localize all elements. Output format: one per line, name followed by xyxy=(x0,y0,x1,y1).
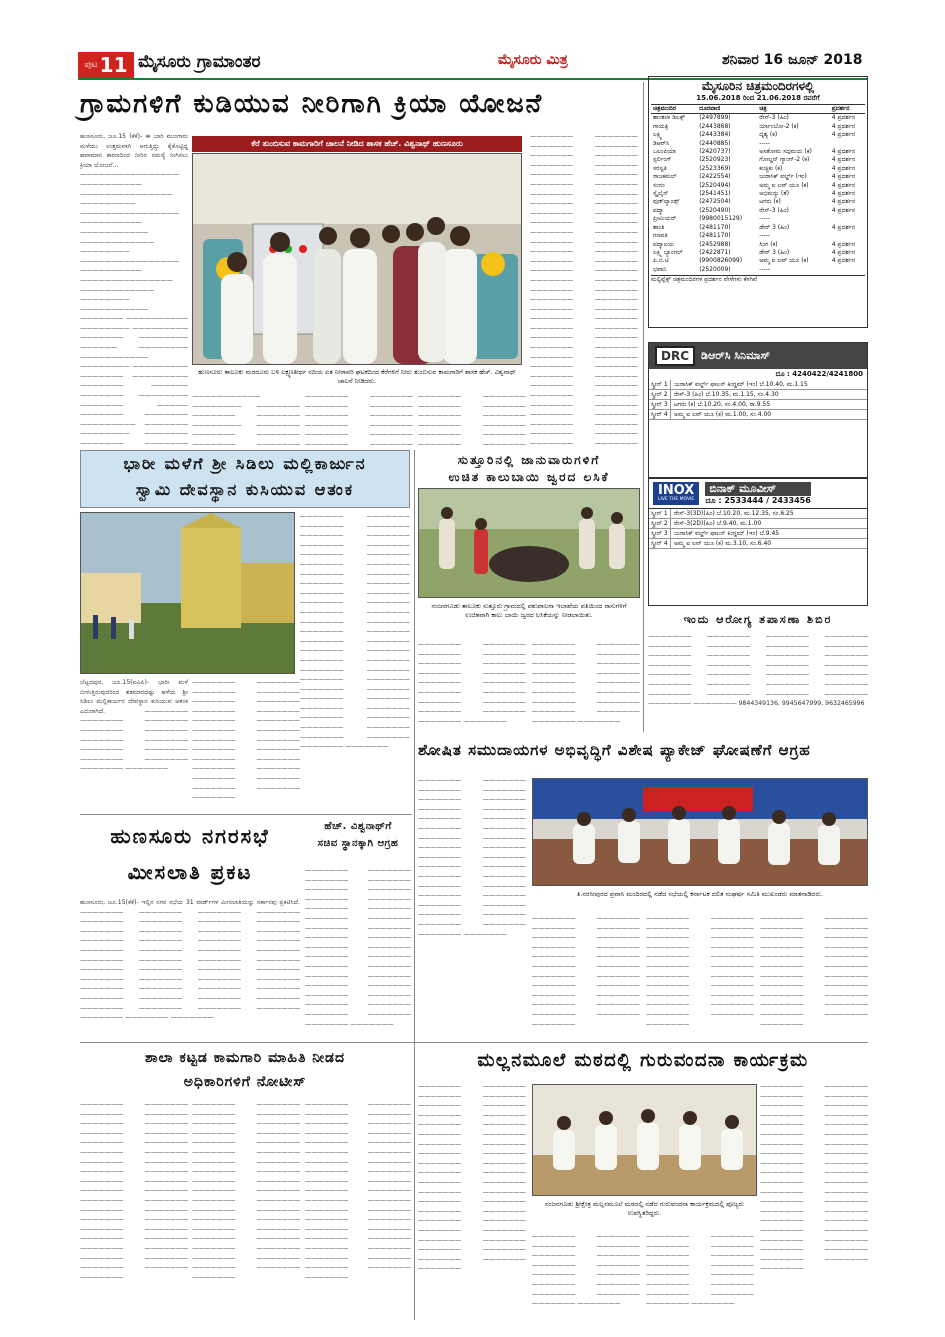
cinema-phone: (2497899) xyxy=(699,114,731,122)
school-headline-line2: ಅಧಿಕಾರಿಗಳಿಗೆ ನೋಟೀಸ್ xyxy=(183,1074,307,1090)
vaccine-headline-line1: ಸುತ್ತೂರಿನಲ್ಲಿ ಜಾನುವಾರುಗಳಿಗೆ xyxy=(457,453,601,467)
inox-box xyxy=(648,478,868,606)
cinema-phone: (2472504) xyxy=(699,198,731,206)
cinema-theatre: ರಾಜಕಮಲ್ xyxy=(653,173,677,181)
cinema-row xyxy=(651,131,865,139)
school-headline-line1: ಶಾಲಾ ಕಟ್ಟಡ ಕಾಮಗಾರಿ ಮಾಹಿತಿ ನೀಡದ xyxy=(144,1050,346,1066)
column-separator xyxy=(643,82,644,732)
cinema-film: ದೃಶ್ಯ (ಕ) xyxy=(759,131,778,139)
cinema-shows: 4 ಪ್ರದರ್ಶನ xyxy=(831,198,856,206)
cinema-row xyxy=(651,173,865,181)
cinema-row xyxy=(651,215,865,223)
drc-shows xyxy=(649,380,867,420)
cinema-row xyxy=(651,224,865,232)
lead-body-col2: ——————————— ———————— ——————— ——————— ——————— ———————— ——————— ——————— ——————— ——————— ——————— xyxy=(192,393,300,448)
inox-show-row xyxy=(649,519,867,529)
cinema-phone: (2422871) xyxy=(699,248,731,256)
vaccine-caption: ನಂಜನಗೂಡು ತಾಲೂಕು ಸುತ್ತೂರು ಗ್ರಾಮದಲ್ಲಿ ಪಶುಪಾಲನಾ ಇಲಾಖೆಯ ವತಿಯಿಂದ ರಾಸುಗಳಿಗೆ ಉಚಿತವಾಗಿ ಕಾಲು ಬಾಯಿ ಜ್ವರದ ಲಸಿಕೆಯನ್ನು ನೀಡಲಾಯಿತು. xyxy=(418,600,640,636)
cinema-title: ಮೈಸೂರಿನ ಚಿತ್ರಮಂದಿರಗಳಲ್ಲಿ xyxy=(701,79,815,93)
cinema-film: ಸಿಂಗ (ಕ) xyxy=(759,240,778,248)
lead-photo-caption: ಹುಣಸೂರು ತಾಲೂಕು ಮರದೂರು ಬಳಿ ಲಕ್ಷ್ಮಣತೀರ್ಥ ನದಿಯ ಏತ ನೀರಾವರಿ ಘಟಕದಿಂದ ಕೆರೆಗಳಿಗೆ ನೀರು ತುಂಬಿಸುವ ಕಾಮಗಾರಿಗೆ ಶಾಸಕ ಹೆಚ್. ವಿಶ್ವನಾಥ್ ಚಾಲನೆ ನೀಡಿದರು. xyxy=(192,366,522,388)
cinema-shows: 4 ಪ್ರದರ್ಶನ xyxy=(831,114,856,122)
cinema-theatre: ಪದ್ಮಾಲಯ xyxy=(653,240,674,248)
cinema-row xyxy=(651,190,865,198)
hunsur-dateline: ಹುಣಸೂರು, ಜೂ.15(ಕೆಕೆ)- ಇಲ್ಲಿನ ನಗರ ಸಭೆಯ 31 ವಾರ್ಡ್‌ಗಳ ಮೀಸಲಾತಿಯನ್ನು ಸರ್ಕಾರವು ಪ್ರಕಟಿಸಿದೆ. xyxy=(80,899,300,906)
lead-body-col3: ——————— ——————— ——————— ——————— ——————— ——————— ——————— ——————— ——————— ——————— ——————— ——————— xyxy=(305,393,413,448)
mallanamoole-body-col4: ——————— ——————— ——————— ——————— ——————— ——————— ——————— ——————— ——————— ——————— ——————— ——————— ——————— ——————— ——————— ——————— ——————— ——————— ——————— ——————— ——————— ——————— ——————— ——————— ——————— ——————— ——————— ——————— ——————— ——————— ——————— ——————— ——————— ——————— ——————— ——————— ——————— ——————— ——————— xyxy=(760,1083,868,1273)
drc-show-times: ಅಮ್ಮ ಐ ಲವ್ ಯೂ (ಕ) ಮ.1.00, ಸಂ.4.00 xyxy=(674,411,772,418)
cinema-theatre: ಸ್ಕೈಲೈನ್ xyxy=(653,190,669,198)
cinema-theatre: ಲಕ್ಷ್ಮಿ ಬ್ಯಾಂಗಲ್ xyxy=(653,248,683,256)
section-separator xyxy=(80,814,412,815)
cinema-row xyxy=(651,114,865,123)
cinema-phone: (2481170) xyxy=(699,223,731,231)
cinema-phone: (2443868) xyxy=(699,122,731,130)
cinema-film: ಜುರಾಸಿಕ್ ವರ್ಲ್ಡ್ (ಇಂ) xyxy=(759,173,807,181)
cinema-theatre: ಶಾಂತಿ xyxy=(653,223,665,231)
cinema-phone: (2422554) xyxy=(699,173,731,181)
cinema-row xyxy=(651,249,865,257)
cinema-film: ಟಗರು (ಕ) xyxy=(759,198,781,206)
package-body-col2: ——————— ——————— ——————— ——————— ——————— ——————— ——————— ——————— ——————— ——————— ——————— ——————— ——————— ——————— ——————— ——————— ——————— ——————— ——————— ——————— ——————— ——————— ——————— xyxy=(532,915,640,1028)
inox-screen: ಸ್ಕ್ರೀನ್ 1 xyxy=(649,509,671,518)
temple-headline-line1: ಭಾರೀ ಮಳೆಗೆ ಶ್ರೀ ಸಿಡಿಲು ಮಲ್ಲಿಕಾರ್ಜುನ xyxy=(123,454,367,473)
inox-show-times: ಅಮ್ಮ ಐ ಲವ್ ಯೂ (ಕ) ಮ.3.10, ಸಂ.6.40 xyxy=(674,540,772,547)
temple-body-col1: ಬೆಟ್ಟದಪುರ, ಜೂ.15(ಐವಿಪಿ)- ಭಾರೀ ಮಳೆ ಬೀಳುತ್ತಿರುವುದರಿಂದ ಶತಮಾನದಷ್ಟು ಹಳೆಯ ಶ್ರೀ ಸಿಡಿಲು ಮಲ್ಲಿಕಾರ್ಜುನ ದೇವಸ್ಥಾನ ಕುಸಿಯುವ ಆತಂಕ ಎದುರಾಗಿದೆ. ——————— ——————— ——————— ——————— ——————— ——————— ——————— ——————— ——————— ——————— ——————— ——————— ——————— xyxy=(80,679,188,773)
inox-shows xyxy=(649,509,867,549)
cinema-film: ಅಮ್ಮ ಐ ಲವ್ ಯೂ (ಕ) xyxy=(759,257,809,265)
cinema-film: ಗೋಲ್ಡನ್ ಗ್ಯಾಂಗ್-2 (ಕ) xyxy=(759,156,810,164)
drc-show-times: ಟಗರು (ಕ) ಬೆ.10.20, ಸಂ.4.00, ರಾ.9.55 xyxy=(674,401,771,408)
cinema-phone: (2481170) xyxy=(699,232,731,240)
cinema-shows xyxy=(830,215,865,223)
inox-header xyxy=(649,479,867,509)
cinema-subtitle: 15.06.2018 ರಿಂದ 21.06.2018 ರವರೆಗೆ xyxy=(651,94,865,105)
package-headline: ಶೋಷಿತ ಸಮುದಾಯಗಳ ಅಭಿವೃದ್ಧಿಗೆ ವಿಶೇಷ ಪ್ಯಾಕೇಜ್ ಘೋಷಣೆಗೆ ಆಗ್ರಹ xyxy=(418,741,811,759)
inox-title-block xyxy=(705,482,810,506)
cinema-row xyxy=(651,198,865,206)
mallanamoole-photo xyxy=(532,1084,757,1196)
vishwanath-headline-line2: ಸಚಿವ ಸ್ಥಾನಕ್ಕಾಗಿ ಆಗ್ರಹ xyxy=(317,838,399,849)
inox-screen: ಸ್ಕ್ರೀನ್ 2 xyxy=(649,519,671,528)
cinema-theatre: ಪಿ.ಬಿ.ಟಿ xyxy=(653,257,669,265)
package-body-col4: ——————— ——————— ——————— ——————— ——————— ——————— ——————— ——————— ——————— ——————— ——————— ——————— ——————— ——————— ——————— ——————— ——————— ——————— ——————— ——————— ——————— ——————— ——————— xyxy=(760,915,868,1028)
lead-dateline: ಹುಣಸೂರು, ಜೂ.15 (ಕೆಕೆ)- ಈ ಬಾರಿ ಮುಂಗಾರು ಮಳೆಯು ಉತ್ತಮವಾಗಿ ಆಗುತ್ತಿದ್ದು ಕೈಕೊಟ್ಟಿದ್ದ ಹವಾಮಾನ ಕಾರಣದಿಂದ ನೀರಿನ ಸಮಸ್ಯೆ ನೀಗಿಸಲು ಕ್ರಿಯಾ ಯೋಜನೆ... xyxy=(80,133,188,169)
cinema-col-theatre: ಚಿತ್ರಮಂದಿರ xyxy=(653,105,676,112)
cinema-table xyxy=(651,105,865,274)
package-body-col3: ——————— ——————— ——————— ——————— ——————— ——————— ——————— ——————— ——————— ——————— ——————— ——————— ——————— ——————— ——————— ——————— ——————— ——————— ——————— ——————— ——————— ——————— ——————— xyxy=(646,915,754,1028)
cinema-shows xyxy=(830,266,865,274)
cinema-shows: 4 ಪ್ರದರ್ಶನ xyxy=(831,122,856,130)
cinema-film: ----- xyxy=(759,139,771,147)
cinema-theatre: ಸರಸ್ವತಿ xyxy=(653,164,667,172)
inox-show-row xyxy=(649,539,867,549)
section-separator xyxy=(80,1042,868,1043)
temple-headline-line2: ಸ್ವಾಮಿ ದೇವಸ್ಥಾನ ಕುಸಿಯುವ ಆತಂಕ xyxy=(135,480,355,499)
cinema-phone: (9980015129) xyxy=(699,215,743,223)
cinema-phone: (2440885) xyxy=(699,139,731,147)
cinema-film: ----- xyxy=(759,265,771,273)
lead-photo xyxy=(192,153,522,365)
inox-show-times: ಜುರಾಸಿಕ್ ವರ್ಲ್ಡ್ ಫಾಲನ್ ಕಿಂಗ್ಡಮ್ (ಇಂ) ಬೆ.9.45 xyxy=(674,530,780,537)
cinema-row xyxy=(651,241,865,249)
vishwanath-headline-line1: ಹೆಚ್. ವಿಶ್ವನಾಥ್‌ಗೆ xyxy=(324,821,392,832)
cinema-shows: 4 ಪ್ರದರ್ಶನ xyxy=(831,223,856,231)
vishwanath-body: ——————— ——————— ——————— ——————— ——————— ——————— ——————— ——————— ——————— ——————— ——————— ——————— ——————— ——————— ——————— ——————— ——————— ——————— ——————— ——————— ——————— ——————— ——————— ——————— ——————— ——————— ——————— ——————— ——————— ——————— ——————— ——————— ——————— ——————— xyxy=(305,867,411,1028)
cinema-film: ಅಭಿಮನ್ಯು (ತೆ) xyxy=(759,190,790,198)
cinema-col-film: ಚಿತ್ರ xyxy=(759,105,767,112)
cinema-shows: 4 ಪ್ರದರ್ಶನ xyxy=(831,190,856,198)
school-body-col1: ——————— ——————— ——————— ——————— ——————— ——————— ——————— ——————— ——————— ——————— ——————— ——————— ——————— ——————— ——————— ——————— ——————— ——————— ——————— ——————— ——————— ——————— ——————— ——————— ——————— ——————— ——————— ——————— ——————— ——————— ——————— ——————— ——————— ——————— ——————— ——————— ——————— xyxy=(80,1101,188,1281)
inox-tagline: LIVE THE MOVIE xyxy=(658,497,695,502)
cinema-phone: (9900826099) xyxy=(699,257,743,265)
vishwanath-headline-box xyxy=(305,818,411,866)
cinema-shows: 4 ಪ್ರದರ್ಶನ xyxy=(831,206,856,214)
cinema-theatre: ಭವಾನಿ xyxy=(653,265,667,273)
cinema-film: ಡೇರ್ 3 (ಹಿಂ) xyxy=(759,223,790,231)
cinema-film: ರೇಸ್-3 (ಹಿಂ) xyxy=(759,206,789,214)
cinema-theatre: ಲಕ್ಷ್ಮಿ xyxy=(653,131,662,139)
cinema-phone: (2523369) xyxy=(699,164,731,172)
cinema-footnote: ಮಲ್ಟಿಪ್ಲೆಕ್ಸ್ ಚಿತ್ರಮಂದಿರಗಳ ಪ್ರದರ್ಶನ ವೇಳೆಗಳು ಕೆಳಗಿವೆ xyxy=(651,275,865,284)
cinema-theatre: ಗಣಪತಿ xyxy=(653,232,668,240)
cinema-phone: (2443384) xyxy=(699,131,731,139)
drc-screen: ಸ್ಕ್ರೀನ್ 1 xyxy=(649,380,671,389)
drc-header xyxy=(649,343,867,369)
page-number: 11 xyxy=(99,53,128,77)
section-title: ಮೈಸೂರು ಗ್ರಾಮಾಂತರ xyxy=(138,52,261,72)
cinema-row xyxy=(651,266,865,274)
temple-body-col3: ——————— ——————— ——————— ——————— ——————— ——————— ——————— ——————— ——————— ——————— ——————— ——————— ——————— ——————— ——————— ——————— ——————— ——————— ——————— ——————— ——————— ——————— ——————— ——————— ——————— ——————— ——————— ——————— ——————— ——————— ——————— ——————— ——————— ——————— ——————— ——————— ——————— ——————— ——————— ——————— ——————— ——————— ——————— ——————— ——————— ——————— ——————— ——————— ——————— ——————— xyxy=(300,513,410,751)
mallanamoole-body-col2: ——————— ——————— ——————— ——————— ——————— ——————— ——————— ——————— ——————— ——————— ——————— ——————— ——————— ——————— ——————— ——————— xyxy=(532,1233,640,1308)
cinema-shows: 4 ಪ್ರದರ್ಶನ xyxy=(831,181,856,189)
inox-logo: INOX xyxy=(658,483,695,498)
drc-show-times: ಜುರಾಸಿಕ್ ವರ್ಲ್ಡ್ ಫಾಲನ್ ಕಿಂಗ್ಡಮ್ (ಇಂ) ಬೆ.10.40, ಮ.1.15 xyxy=(674,381,808,388)
inox-screen: ಸ್ಕ್ರೀನ್ 3 xyxy=(649,529,671,538)
cinema-phone: (2520009) xyxy=(699,265,731,273)
cinema-shows: 4 ಪ್ರದರ್ಶನ xyxy=(831,131,856,139)
cinema-row xyxy=(651,156,865,164)
inox-phone: ದೂ : 2533444 / 2433456 xyxy=(705,495,811,505)
mallanamoole-caption: ನಂಜನಗೂಡು ಶ್ರೀಕ್ಷೇತ್ರ ಮಲ್ಲನಮೂಲೆ ಮಠದಲ್ಲಿ ನಡೆದ ಗುರುವಂದನಾ ಕಾರ್ಯಕ್ರಮದಲ್ಲಿ ಪೂಜ್ಯರು ಉಪಸ್ಥಿತರಿದ್ದರು. xyxy=(532,1198,757,1228)
cinema-phone: (2452988) xyxy=(699,240,731,248)
cinema-theatre: ಪದ್ಮಾ xyxy=(653,206,664,214)
vaccine-body-col2: ——————— ——————— ——————— ——————— ——————— ——————— ——————— ——————— ——————— ——————— ——————— ——————— ——————— ——————— ——————— ——————— ——————— ——————— xyxy=(532,641,640,725)
cinema-phone: (2541451) xyxy=(699,190,731,198)
vaccine-headline-box xyxy=(418,452,640,486)
cinema-row xyxy=(651,140,865,148)
cinema-film: ರ್ಯಾಂಬೋ-2 (ಕ) xyxy=(759,122,799,130)
cinema-shows: 4 ಪ್ರದರ್ಶನ xyxy=(831,156,856,164)
lead-body-col5: ——————— ——————— ——————— ——————— ——————— ——————— ——————— ——————— ——————— ——————— ——————— ——————— ——————— ——————— ——————— ——————— ——————— ——————— ——————— ——————— ——————— ——————— ——————— ——————— ——————— ——————— ——————— ——————— ——————— ——————— ——————— ——————— ——————— ——————— ——————— ——————— ——————— ——————— ——————— ——————— ——————— ——————— ——————— ——————— ——————— ——————— ——————— ——————— ——————— ——————— ——————— ——————— ——————— ——————— ——————— ——————— ——————— ——————— ——————— ——————— ——————— ——————— ——————— ——————— ——————— ——————— xyxy=(530,133,638,447)
cinema-listing-box xyxy=(648,76,868,328)
cinema-shows: 4 ಪ್ರದರ್ಶನ xyxy=(831,240,856,248)
cinema-theatre: ಸ್ಟರ್ಲಿಂಗ್ xyxy=(653,156,672,164)
cinema-theatre: ಒಲಂಪಿಯಾ xyxy=(653,148,676,156)
cinema-row xyxy=(651,232,865,240)
lead-headline: ಗ್ರಾಮಗಳಿಗೆ ಕುಡಿಯುವ ನೀರಿಗಾಗಿ ಕ್ರಿಯಾ ಯೋಜನೆ xyxy=(80,89,544,119)
cinema-theatre: ಸಂಗಂ xyxy=(653,181,665,189)
drc-show-times: ರೇಸ್-3 (ಹಿಂ) ಬೆ.10.35, ಮ.1.15, ಸಂ.4.30 xyxy=(674,391,779,398)
inox-show-row xyxy=(649,509,867,519)
drc-phone: ದೂ : 4240422/4241800 xyxy=(775,370,863,378)
vaccine-headline-line2: ಉಚಿತ ಕಾಲುಬಾಯಿ ಜ್ವರದ ಲಸಿಕೆ xyxy=(448,470,610,484)
health-body: ——————— ——————— ——————— ——————— ——————— ——————— ——————— ——————— ——————— ——————— ——————— ——————— ——————— ——————— ——————— ——————— ——————— ——————— ——————— ——————— ——————— ——————— ——————— ——————— ——————— ——————— ——————— ——————— ——————— ——————— 9844349136, 9945647999, 9632465996 xyxy=(648,633,868,708)
cinema-film: ----- xyxy=(759,215,771,223)
masthead: ಮೈಸೂರು ಮಿತ್ರ xyxy=(498,52,568,68)
health-headline: ಇಂದು ಆರೋಗ್ಯ ತಪಾಸಣಾ ಶಿಬಿರ xyxy=(683,613,833,626)
drc-show-row xyxy=(649,410,867,420)
cinema-phone: (2520490) xyxy=(699,206,731,214)
lead-photo-banner xyxy=(192,136,522,152)
mallanamoole-body-col1: ——————— ——————— ——————— ——————— ——————— ——————— ——————— ——————— ——————— ——————— ——————— ——————— ——————— ——————— ——————— ——————— ——————— ——————— ——————— ——————— ——————— ——————— ——————— ——————— ——————— ——————— ——————— ——————— ——————— ——————— ——————— ——————— ——————— ——————— ——————— ——————— ——————— ——————— ——————— xyxy=(418,1083,526,1273)
temple-photo xyxy=(80,512,295,674)
drc-screen: ಸ್ಕ್ರೀನ್ 3 xyxy=(649,400,671,409)
lead-body-col1: ಹುಣಸೂರು, ಜೂ.15 (ಕೆಕೆ)- ಈ ಬಾರಿ ಮುಂಗಾರು ಮಳೆಯು ಉತ್ತಮವಾಗಿ ಆಗುತ್ತಿದ್ದು ಕೈಕೊಟ್ಟಿದ್ದ ಹವಾಮಾನ ಕಾರಣದಿಂದ ನೀರಿನ ಸಮಸ್ಯೆ ನೀಗಿಸಲು ಕ್ರಿಯಾ ಯೋಜನೆ... ———————————————— —————————— ——————————————— ————————— ———————————————— —————————— ——————————— ———————————— ———————— ———————————————— —————————— ——————————————— ———————————— ———————— ——————————— ——————— —————————— ———————— ————————— ——————— ———————— —————— ———————— ——————————— ———————— ————————— ——————— ————————— ——————— —————— ——————— ———————— ——————— ————— ——————— ——————— ————————— ——————— ———————— ——————— ——————— ——————— xyxy=(80,133,188,447)
cinema-col-shows: ಪ್ರದರ್ಶನ xyxy=(831,105,850,112)
mallanamoole-headline: ಮಲ್ಲನಮೂಲೆ ಮಠದಲ್ಲಿ ಗುರುವಂದನಾ ಕಾರ್ಯಕ್ರಮ xyxy=(477,1050,809,1071)
hunsur-body: ಹುಣಸೂರು, ಜೂ.15(ಕೆಕೆ)- ಇಲ್ಲಿನ ನಗರ ಸಭೆಯ 31 ವಾರ್ಡ್‌ಗಳ ಮೀಸಲಾತಿಯನ್ನು ಸರ್ಕಾರವು ಪ್ರಕಟಿಸಿದೆ. ——————— ——————— ——————— ——————— ——————— ——————— ——————— ——————— ——————— ——————— ——————— ——————— ——————— ——————— ——————— ——————— ——————— ——————— ——————— ——————— ——————— ——————— ——————— ——————— ——————— ——————— ——————— ——————— ——————— ——————— ——————— ——————— ——————— ——————— ——————— ——————— ——————— ——————— ——————— ——————— ——————— ——————— ——————— ——————— ——————— ——————— ——————— xyxy=(80,899,300,1022)
cinema-shows xyxy=(830,232,865,240)
cinema-row xyxy=(651,207,865,215)
temple-body-col2: ——————— ——————— ——————— ——————— ——————— ——————— ——————— ——————— ——————— ——————— ——————— ——————— ——————— ——————— ——————— ——————— ——————— ——————— ——————— ——————— ——————— ——————— ——————— ——————— ——————— xyxy=(192,679,300,802)
temple-headline-box xyxy=(80,450,410,508)
mallanamoole-body-col3: ——————— ——————— ——————— ——————— ——————— ——————— ——————— ——————— ——————— ——————— ——————— ——————— ——————— ——————— ——————— ——————— xyxy=(646,1233,754,1308)
inox-name: ಬಿನಾಕ್ ಮೂವೀಸ್ xyxy=(705,482,810,496)
school-headline-box xyxy=(80,1046,410,1098)
column-separator xyxy=(414,450,415,1320)
cinema-row xyxy=(651,148,865,156)
vaccine-photo xyxy=(418,488,640,598)
inox-screen: ಸ್ಕ್ರೀನ್ 4 xyxy=(649,539,671,548)
drc-show-row xyxy=(649,380,867,390)
inox-show-times: ರೇಸ್-3(2D)(ಹಿಂ) ಬೆ.9.40, ಮ.1.00 xyxy=(674,520,762,527)
cinema-row xyxy=(651,182,865,190)
drc-logo: DRC xyxy=(655,346,695,366)
page-label: ಪುಟ xyxy=(84,60,98,70)
vaccine-body-col1: ——————— ——————— ——————— ——————— ——————— ——————— ——————— ——————— ——————— ——————— ——————— ——————— ——————— ——————— ——————— ——————— ——————— ——————— xyxy=(418,641,526,725)
drc-screen: ಸ್ಕ್ರೀನ್ 4 xyxy=(649,410,671,419)
drc-name: ಡಿಆರ್‌ಸಿ ಸಿನಿಮಾಸ್ xyxy=(701,349,770,362)
cinema-phone: (2520923) xyxy=(699,156,731,164)
drc-screen: ಸ್ಕ್ರೀನ್ 2 xyxy=(649,390,671,399)
cinema-shows: 4 ಪ್ರದರ್ಶನ xyxy=(831,148,856,156)
inox-show-times: ರೇಸ್-3(3D)(ಹಿಂ) ಬೆ.10.20, ಮ.12.35, ಸಂ.6.25 xyxy=(674,510,794,517)
inox-show-row xyxy=(649,529,867,539)
temple-dateline: ಬೆಟ್ಟದಪುರ, ಜೂ.15(ಐವಿಪಿ)- ಭಾರೀ ಮಳೆ ಬೀಳುತ್ತಿರುವುದರಿಂದ ಶತಮಾನದಷ್ಟು ಹಳೆಯ ಶ್ರೀ ಸಿಡಿಲು ಮಲ್ಲಿಕಾರ್ಜುನ ದೇವಸ್ಥಾನ ಕುಸಿಯುವ ಆತಂಕ ಎದುರಾಗಿದೆ. xyxy=(80,679,188,715)
cinema-shows: 4 ಪ್ರದರ್ಶನ xyxy=(831,173,856,181)
package-body-col1: ——————— ——————— ——————— ——————— ——————— ——————— ——————— ——————— ——————— ——————— ——————— ——————— ——————— ——————— ——————— ——————— ——————— ——————— ——————— ——————— ——————— ——————— ——————— ——————— ——————— ——————— ——————— ——————— ——————— ——————— ——————— ——————— ——————— ——————— xyxy=(418,777,526,938)
hunsur-headline-box xyxy=(80,818,300,894)
cinema-theatre: ಗಾಯತ್ರಿ xyxy=(653,122,669,130)
page-number-box xyxy=(78,52,134,78)
hunsur-headline-line2: ಮೀಸಲಾತಿ ಪ್ರಕಟ xyxy=(127,860,253,884)
cinema-shows: 4 ಪ್ರದರ್ಶನ xyxy=(831,164,856,172)
cinema-theatre: ವುಡ್‌ಲ್ಯಾಂಡ್ಸ್ xyxy=(653,198,680,206)
school-body-col2: ——————— ——————— ——————— ——————— ——————— ——————— ——————— ——————— ——————— ——————— ——————— ——————— ——————— ——————— ——————— ——————— ——————— ——————— ——————— ——————— ——————— ——————— ——————— ——————— ——————— ——————— ——————— ——————— ——————— ——————— ——————— ——————— ——————— ——————— ——————— ——————— ——————— xyxy=(192,1101,300,1281)
cinema-film: ----- xyxy=(759,232,771,240)
cinema-row xyxy=(651,165,865,173)
cinema-row xyxy=(651,257,865,265)
cinema-film: ಅಸತೋಮ ಸದ್ಗಮಯ (ಕ) xyxy=(759,148,812,156)
cinema-film: ಅಮ್ಮ ಐ ಲವ್ ಯೂ (ಕ) xyxy=(759,181,809,189)
issue-date: ಶನಿವಾರ 16 ಜೂನ್ 2018 xyxy=(722,52,863,68)
cinema-theatre: ಪ್ರೀಮಿಯರ್ xyxy=(653,215,677,223)
cinema-shows xyxy=(830,140,865,148)
package-caption: ತಿ.ನರಸೀಪುರದ ಪ್ರವಾಸಿ ಮಂದಿರದಲ್ಲಿ ನಡೆದ ಸಭೆಯಲ್ಲಿ ಕರ್ನಾಟಕ ದಲಿತ ಸಂಘರ್ಷ ಸಮಿತಿ ಮುಖಂಡರು ಮಾತನಾಡಿದರು. xyxy=(532,888,868,910)
lead-body-col4: ——————— ——————— ——————— ——————— ——————— ——————— ——————— ——————— ——————— ——————— ——————— ——————— xyxy=(418,393,526,448)
cinema-film: ಕುಚ್ಚಿಕು (ಕ) xyxy=(759,164,783,172)
drc-show-row xyxy=(649,390,867,400)
cinema-phone: (2520494) xyxy=(699,181,731,189)
drc-show-row xyxy=(649,400,867,410)
cinema-film: ಡೇರ್ 3 (ಹಿಂ) xyxy=(759,248,790,256)
cinema-shows: 4 ಪ್ರದರ್ಶನ xyxy=(831,248,856,256)
hunsur-headline-line1: ಹುಣಸೂರು ನಗರಸಭೆ xyxy=(110,824,270,848)
cinema-table-header xyxy=(651,105,865,114)
cinema-row xyxy=(651,123,865,131)
health-phones: 9844349136, 9945647999, 9632465996 xyxy=(738,700,865,708)
cinema-shows: 4 ಪ್ರದರ್ಶನ xyxy=(831,257,856,265)
inox-logo-block xyxy=(653,482,699,505)
school-body-col3: ——————— ——————— ——————— ——————— ——————— ——————— ——————— ——————— ——————— ——————— ——————— ——————— ——————— ——————— ——————— ——————— ——————— ——————— ——————— ——————— ——————— ——————— ——————— ——————— ——————— ——————— ——————— ——————— ——————— ——————— ——————— ——————— ——————— ——————— ——————— ——————— ——————— xyxy=(305,1101,411,1281)
cinema-theatre: ಡಿಆರ್‌ಸಿ xyxy=(653,139,670,147)
cinema-film: ರೇಸ್-3 (ಹಿಂ) xyxy=(759,114,789,122)
package-photo xyxy=(532,778,868,886)
cinema-phone: (2420737) xyxy=(699,148,731,156)
cinema-col-phone: ದೂರವಾಣಿ xyxy=(699,105,721,112)
lead-photo-banner-text: ಕೆರೆ ತುಂಬಿಸುವ ಕಾಮಗಾರಿಗೆ ಚಾಲನೆ ನೀಡಿದ ಶಾಸಕ ಹೆಚ್. ವಿಶ್ವನಾಥ್ ಹುಣಸೂರು xyxy=(192,136,522,152)
cinema-theatre: ಶಾಂತಲಾ ಡಿಲಕ್ಸ್ xyxy=(653,114,686,122)
drc-box xyxy=(648,342,868,478)
